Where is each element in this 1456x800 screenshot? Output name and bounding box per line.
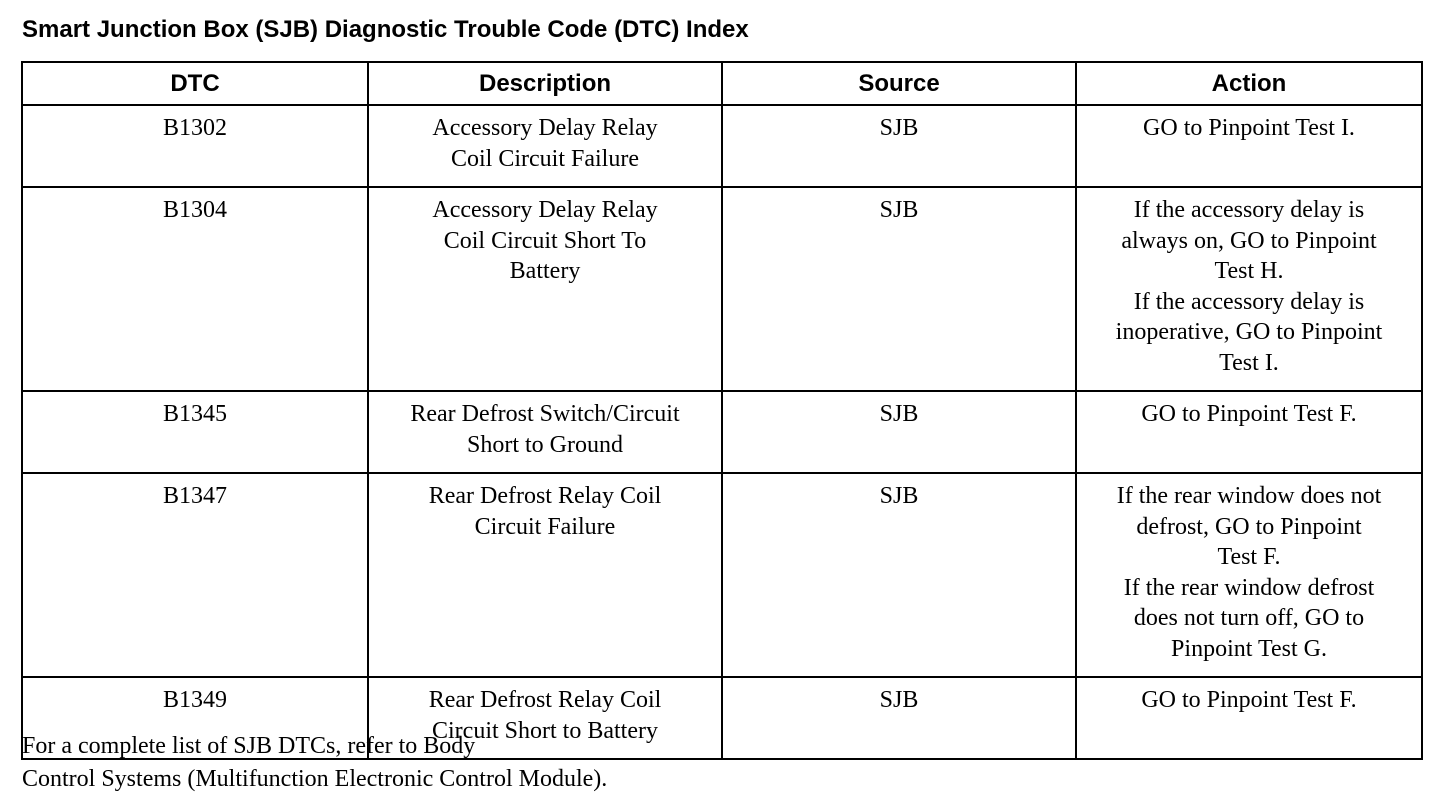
action-line: GO to Pinpoint Test F.: [1141, 687, 1357, 713]
action-cell: [1076, 473, 1422, 677]
action-cell: [1076, 391, 1422, 473]
action-line: Test H.: [1214, 258, 1284, 284]
description-line: Battery: [509, 258, 581, 284]
action-cell: [1076, 187, 1422, 391]
table-row: [22, 473, 1422, 677]
header-description: Description: [368, 62, 722, 105]
footer-line: Control Systems (Multifunction Electronic Control Module).: [22, 766, 608, 792]
table-row: [22, 391, 1422, 473]
action-line: does not turn off, GO to: [1133, 605, 1365, 631]
action-line: If the accessory delay is: [1133, 197, 1365, 223]
description-cell: [368, 187, 722, 391]
description-line: Coil Circuit Short To: [443, 227, 647, 254]
footer-note: [22, 730, 607, 796]
source-cell: SJB: [722, 187, 1076, 391]
description-line: Rear Defrost Relay Coil: [428, 687, 662, 713]
dtc-code: B1345: [22, 391, 368, 473]
action-line: If the accessory delay is: [1133, 288, 1365, 315]
description-line: Coil Circuit Failure: [451, 145, 639, 172]
header-action: Action: [1076, 62, 1422, 105]
description-cell: [368, 391, 722, 473]
table-header: [22, 62, 1422, 105]
action-line: If the rear window does not: [1116, 483, 1382, 509]
dtc-code: B1302: [22, 105, 368, 187]
action-line: defrost, GO to Pinpoint: [1136, 513, 1362, 540]
description-line: Accessory Delay Relay: [432, 115, 658, 141]
action-line: always on, GO to Pinpoint: [1121, 227, 1377, 254]
action-line: If the rear window defrost: [1123, 574, 1375, 601]
table-row: [22, 187, 1422, 391]
source-cell: SJB: [722, 391, 1076, 473]
source-cell: SJB: [722, 473, 1076, 677]
header-source: Source: [722, 62, 1076, 105]
dtc-code: B1304: [22, 187, 368, 391]
description-line: Circuit Failure: [474, 513, 616, 540]
description-line: Accessory Delay Relay: [432, 197, 658, 223]
dtc-code: B1347: [22, 473, 368, 677]
description-cell: [368, 105, 722, 187]
description-line: Rear Defrost Switch/Circuit: [410, 401, 680, 427]
table-header-row: [22, 62, 1422, 105]
source-cell: SJB: [722, 677, 1076, 759]
footer-line: For a complete list of SJB DTCs, refer to Body: [22, 733, 476, 759]
action-line: GO to Pinpoint Test F.: [1141, 401, 1357, 427]
action-cell: [1076, 105, 1422, 187]
source-cell: SJB: [722, 105, 1076, 187]
table-row: [22, 105, 1422, 187]
action-line: Test F.: [1217, 544, 1281, 570]
description-line: Short to Ground: [467, 431, 623, 458]
page-title: Smart Junction Box (SJB) Diagnostic Trouble Code (DTC) Index: [22, 16, 749, 43]
header-dtc: DTC: [22, 62, 368, 105]
dtc-code: B1349: [22, 677, 368, 759]
action-cell: [1076, 677, 1422, 759]
dtc-index-table: [21, 61, 1423, 760]
description-cell: [368, 473, 722, 677]
action-line: Test I.: [1219, 349, 1279, 376]
description-line: Rear Defrost Relay Coil: [428, 483, 662, 509]
description-line: Circuit Short to Battery: [432, 717, 658, 744]
action-line: GO to Pinpoint Test I.: [1143, 115, 1355, 141]
action-line: Pinpoint Test G.: [1171, 635, 1327, 662]
action-line: inoperative, GO to Pinpoint: [1115, 319, 1383, 345]
